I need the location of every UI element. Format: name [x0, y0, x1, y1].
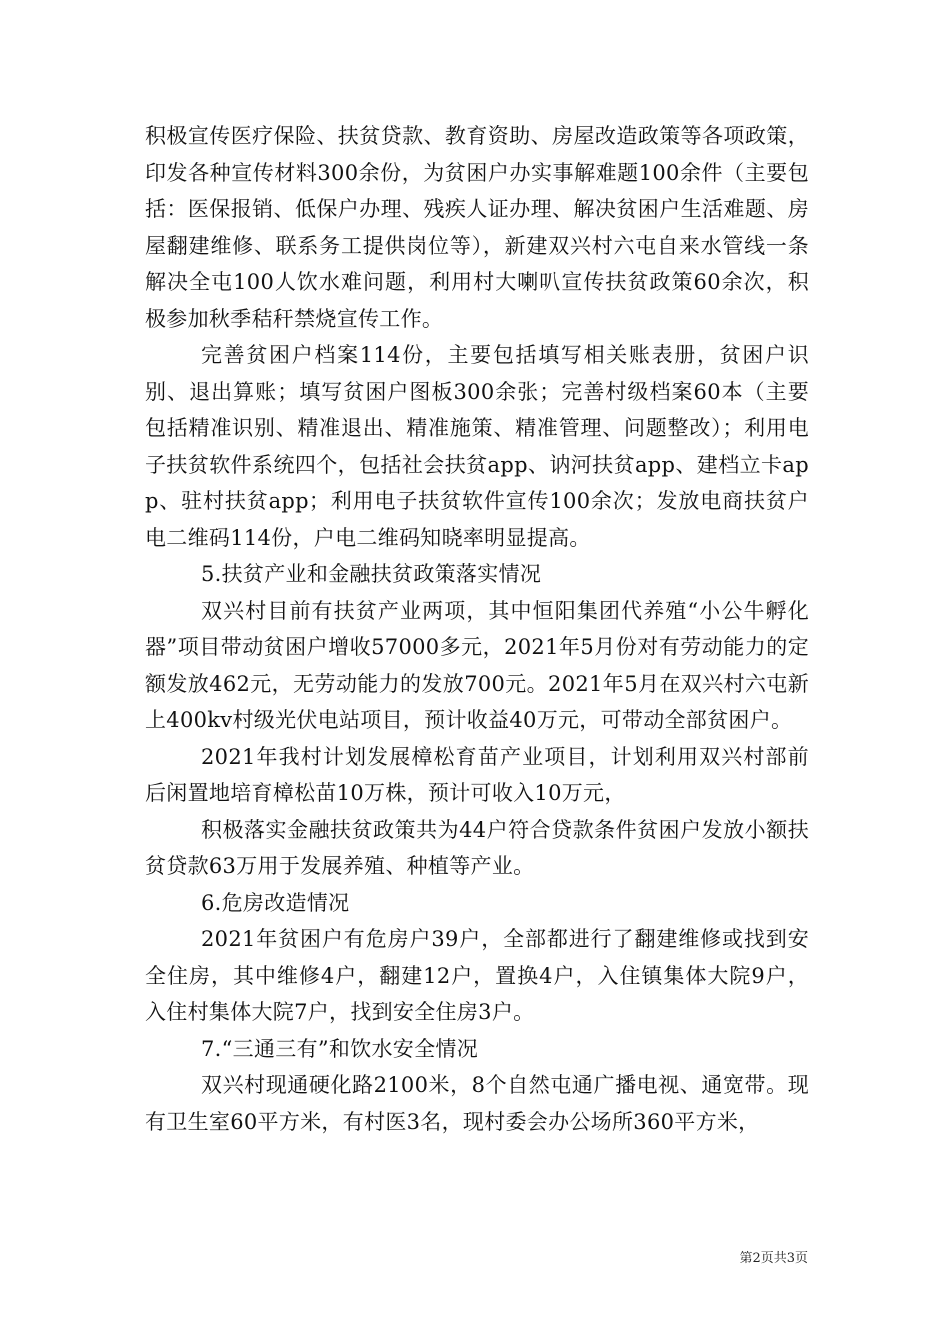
section-heading-6: 6.危房改造情况 — [201, 890, 350, 915]
paragraph-finance: 积极落实金融扶贫政策共为44户符合贷款条件贫困户发放小额扶贫贷款63万用于发展养殖、种植等产业。 — [145, 817, 809, 878]
page-number: 第2页共3页 — [739, 1251, 808, 1266]
section-heading-7: 7.“三通三有”和饮水安全情况 — [201, 1036, 479, 1061]
paragraph-continuation: 积极宣传医疗保险、扶贫贷款、教育资助、房屋改造政策等各项政策，印发各种宣传材料300余份，为贫困户办实事解难题100余件（主要包括：医保报销、低保户办理、残疾人证办理、解决贫困户生活难题、房屋翻建维修、联系务工提供岗位等），新建双兴村六屯自来水管线一条解决全屯100人饮水难问题，利用村大喇叭宣传扶贫政策60余次，积极参加秋季秸秆禁烧宣传工作。 — [145, 124, 809, 331]
paragraph-housing: 2021年贫困户有危房户39户，全部都进行了翻建维修或找到安全住房，其中维修4户，翻建12户，置换4户，入住镇集体大院9户，入住村集体大院7户，找到安全住房3户。 — [145, 927, 809, 1024]
paragraph-archives: 完善贫困户档案114份，主要包括填写相关账表册，贫困户识别、退出算账；填写贫困户图板300余张；完善村级档案60本（主要包括精准识别、精准退出、精准施策、精准管理、问题整改）；利用电子扶贫软件系统四个，包括社会扶贫app、讷河扶贫app、建档立卡app、驻村扶贫app；利用电子扶贫软件宣传100余次；发放电商扶贫户电二维码114份，户电二维码知晓率明显提高。 — [145, 343, 809, 550]
section-heading-5: 5.扶贫产业和金融扶贫政策落实情况 — [201, 562, 542, 586]
paragraph-industry: 双兴村目前有扶贫产业两项，其中恒阳集团代养殖“小公牛孵化器”项目带动贫困户增收57000多元，2021年5月份对有劳动能力的定额发放462元，无劳动能力的发放700元。2021年5月在双兴村六屯新上400kv村级光伏电站项目，预计收益40万元，可带动全部贫困户。 — [145, 598, 809, 732]
paragraph-seedling: 2021年我村计划发展樟松育苗产业项目，计划利用双兴村部前后闲置地培育樟松苗10万株，预计可收入10万元， — [145, 744, 809, 805]
paragraph-infrastructure: 双兴村现通硬化路2100米，8个自然屯通广播电视、通宽带。现有卫生室60平方米，有村医3名，现村委会办公场所360平方米， — [145, 1073, 809, 1134]
document-body — [145, 118, 809, 1140]
